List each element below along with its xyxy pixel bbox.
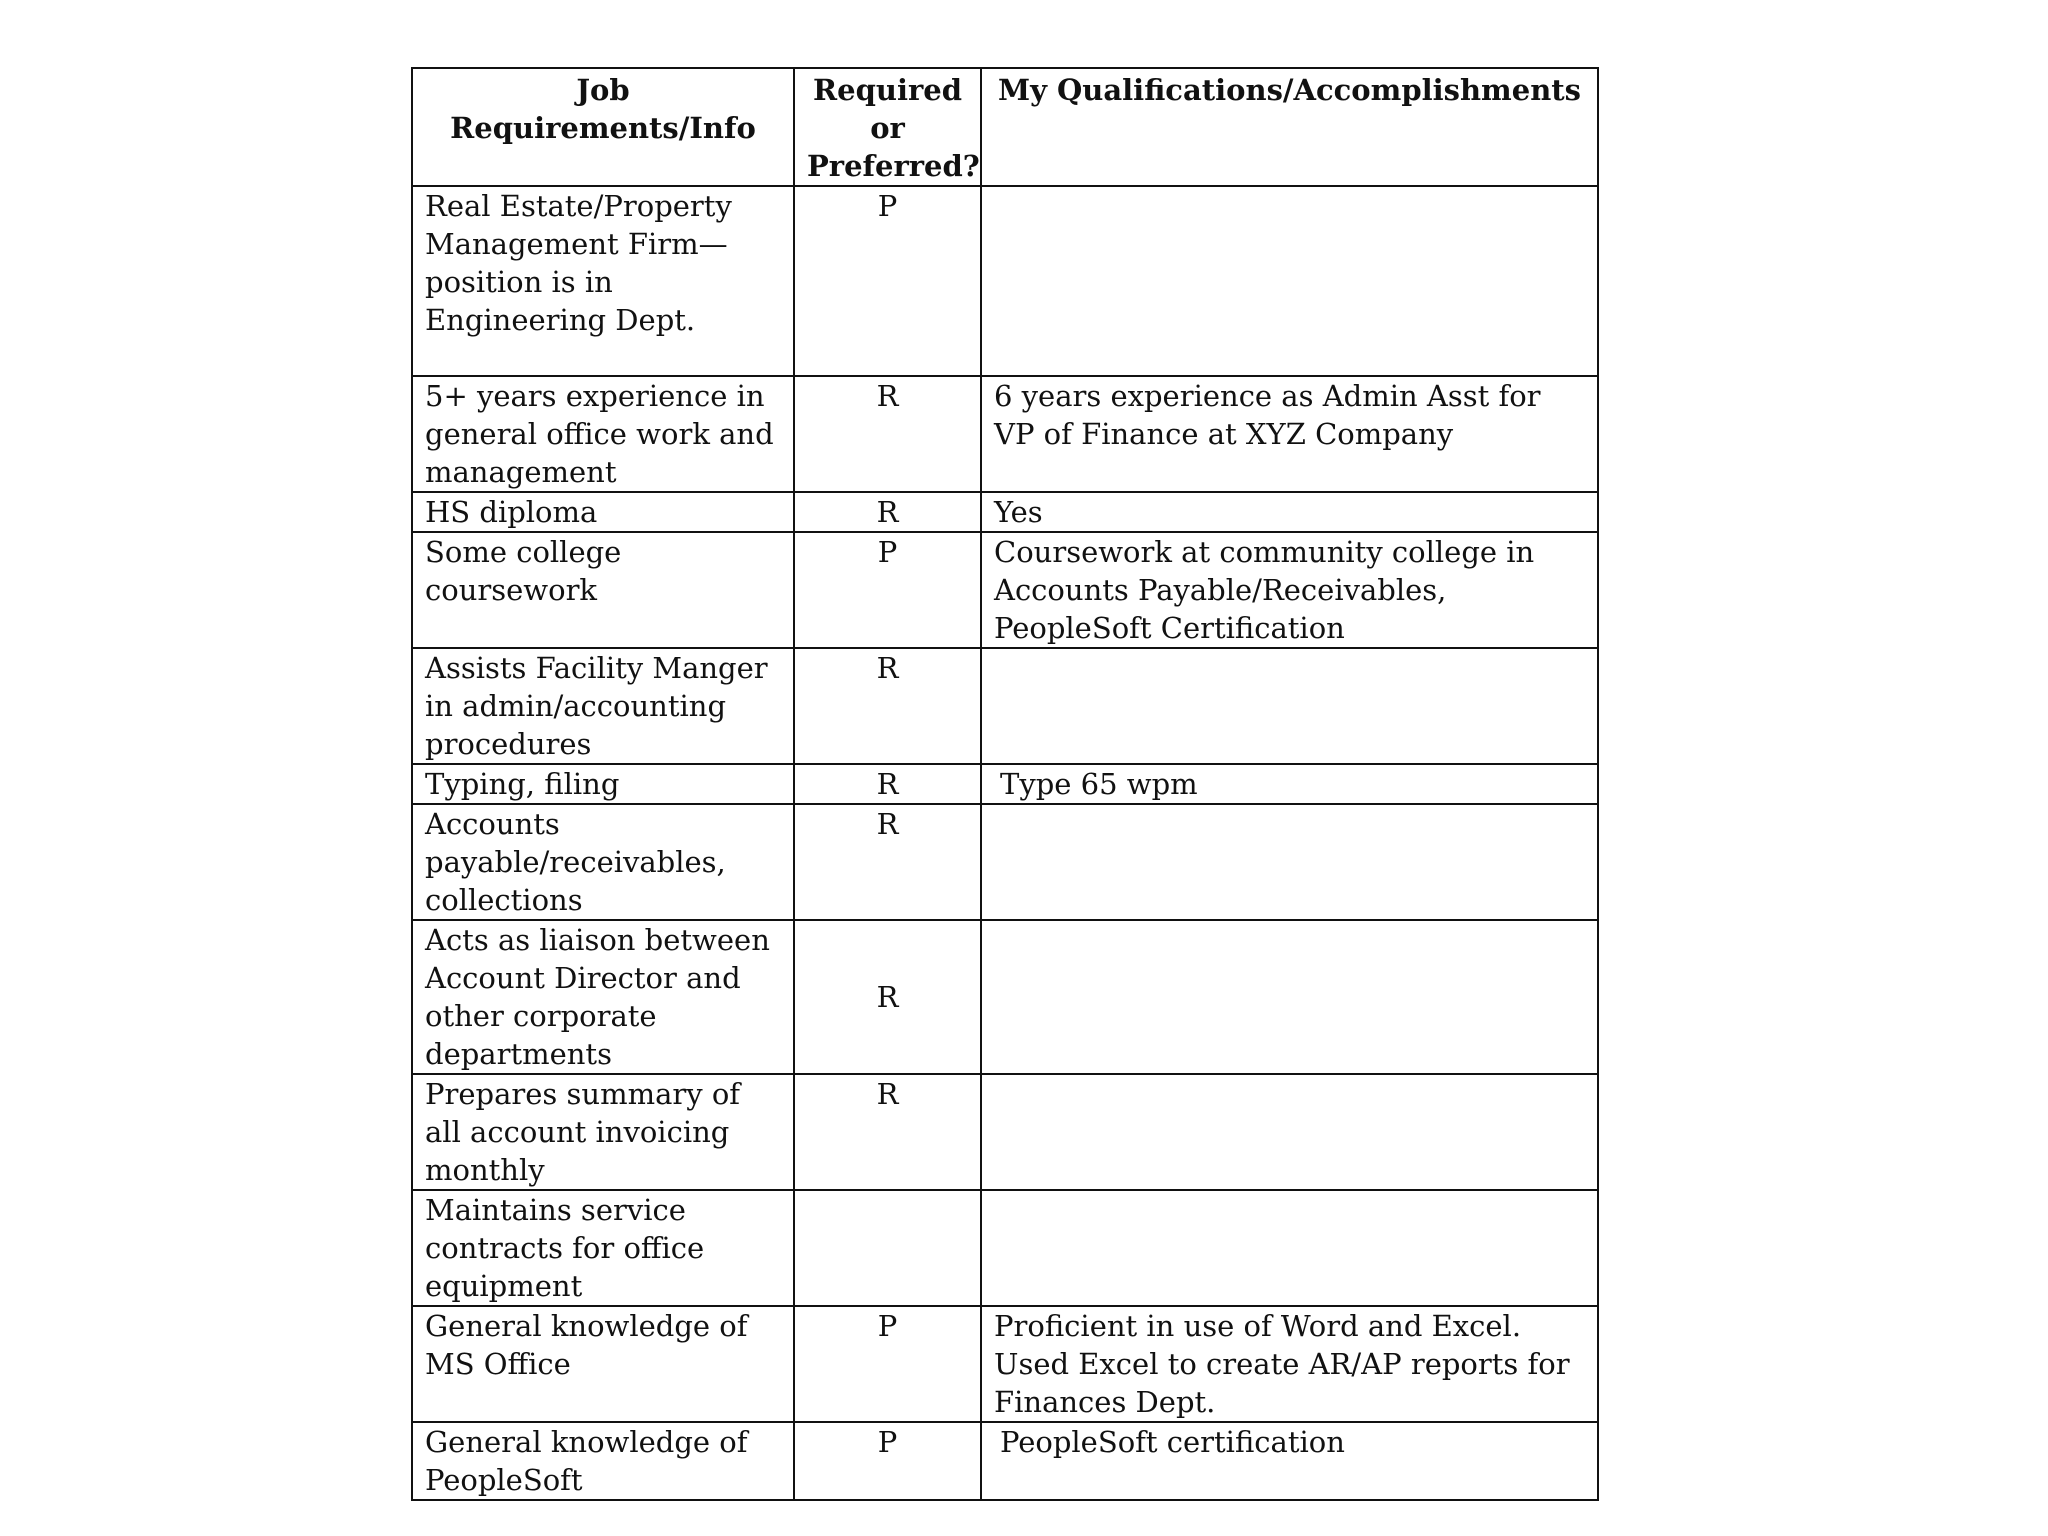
table-row	[412, 492, 1598, 532]
column-header-required-or-preferred: Required or Preferred?	[794, 68, 981, 186]
qualification-cell: Type 65 wpm	[981, 764, 1598, 804]
qualification-cell	[981, 920, 1598, 1074]
table-row	[412, 376, 1598, 492]
table-row	[412, 186, 1598, 376]
flag-cell: P	[794, 186, 981, 376]
table-row	[412, 804, 1598, 920]
table-row	[412, 1422, 1598, 1500]
requirement-cell: Assists Facility Manger in admin/accounting procedures	[412, 648, 794, 764]
qualification-cell	[981, 186, 1598, 376]
table-row	[412, 1190, 1598, 1306]
requirement-cell: Acts as liaison between Account Director and other corporate departments	[412, 920, 794, 1074]
flag-cell: R	[794, 648, 981, 764]
requirement-cell: Typing, filing	[412, 764, 794, 804]
table-row	[412, 920, 1598, 1074]
qualification-cell	[981, 1190, 1598, 1306]
flag-cell: R	[794, 492, 981, 532]
requirement-cell: 5+ years experience in general office work and management	[412, 376, 794, 492]
table-row	[412, 1074, 1598, 1190]
qualification-cell: Coursework at community college in Accounts Payable/Receivables, PeopleSoft Certification	[981, 532, 1598, 648]
table-row	[412, 1306, 1598, 1422]
requirement-cell: General knowledge of PeopleSoft	[412, 1422, 794, 1500]
requirement-cell: HS diploma	[412, 492, 794, 532]
flag-cell: P	[794, 1306, 981, 1422]
qualification-cell	[981, 648, 1598, 764]
flag-cell: R	[794, 764, 981, 804]
table-row	[412, 764, 1598, 804]
table-header-row	[412, 68, 1598, 186]
flag-cell: P	[794, 532, 981, 648]
qualification-cell: Yes	[981, 492, 1598, 532]
flag-cell: R	[794, 804, 981, 920]
column-header-qualifications: My Qualifications/Accomplishments	[981, 68, 1598, 186]
requirement-cell: Prepares summary of all account invoicing monthly	[412, 1074, 794, 1190]
qualification-cell: 6 years experience as Admin Asst for VP of Finance at XYZ Company	[981, 376, 1598, 492]
flag-cell	[794, 1190, 981, 1306]
column-header-requirements: Job Requirements/Info	[412, 68, 794, 186]
table-row	[412, 648, 1598, 764]
requirement-cell: Accounts payable/receivables, collections	[412, 804, 794, 920]
qualification-cell: Proficient in use of Word and Excel. Used Excel to create AR/AP reports for Finances Dept.	[981, 1306, 1598, 1422]
qualification-cell	[981, 1074, 1598, 1190]
requirement-cell: Real Estate/Property Management Firm—position is in Engineering Dept.	[412, 186, 794, 376]
flag-cell: P	[794, 1422, 981, 1500]
qualification-cell: PeopleSoft certification	[981, 1422, 1598, 1500]
requirement-cell: General knowledge of MS Office	[412, 1306, 794, 1422]
job-requirements-table	[411, 67, 1599, 1501]
table-row	[412, 532, 1598, 648]
flag-cell: R	[794, 1074, 981, 1190]
flag-cell: R	[794, 376, 981, 492]
qualification-cell	[981, 804, 1598, 920]
requirement-cell: Maintains service contracts for office equipment	[412, 1190, 794, 1306]
flag-cell: R	[794, 920, 981, 1074]
requirement-cell: Some college coursework	[412, 532, 794, 648]
